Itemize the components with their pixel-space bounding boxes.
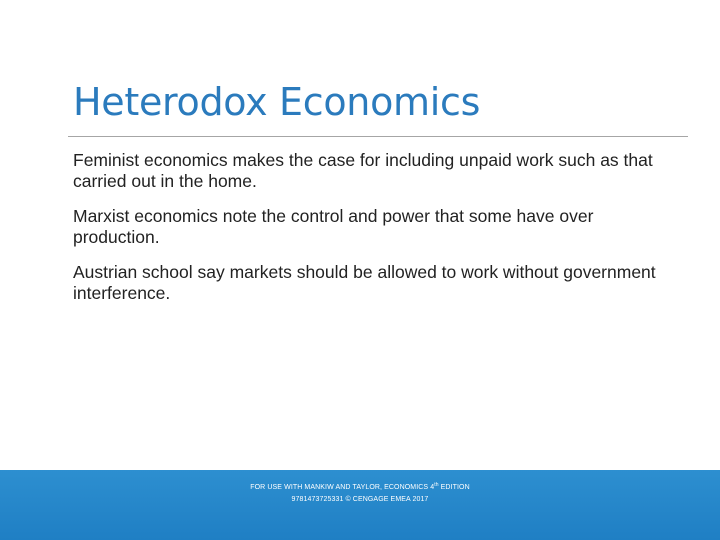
footer-line-1-prefix: FOR USE WITH MANKIW AND TAYLOR, ECONOMICS 4 bbox=[250, 484, 435, 491]
footer-line-2: 9781473725331 © CENGAGE EMEA 2017 bbox=[291, 496, 429, 503]
bullet-item-austrian: Austrian school say markets should be allowed to work without government interference. bbox=[73, 262, 656, 303]
bullet-item-marxist: Marxist economics note the control and power that some have over production. bbox=[73, 206, 594, 247]
bullet-list bbox=[73, 150, 673, 318]
footer-credit bbox=[0, 479, 720, 506]
footer-line-1 bbox=[0, 479, 720, 494]
bullet-item-feminist: Feminist economics makes the case for including unpaid work such as that carried out in the home. bbox=[73, 150, 653, 191]
footer-line-1-suffix: EDITION bbox=[438, 484, 470, 491]
title-divider bbox=[68, 136, 688, 137]
footer-line-1-sup: th bbox=[434, 482, 439, 488]
slide-title: Heterodox Economics bbox=[73, 80, 481, 124]
